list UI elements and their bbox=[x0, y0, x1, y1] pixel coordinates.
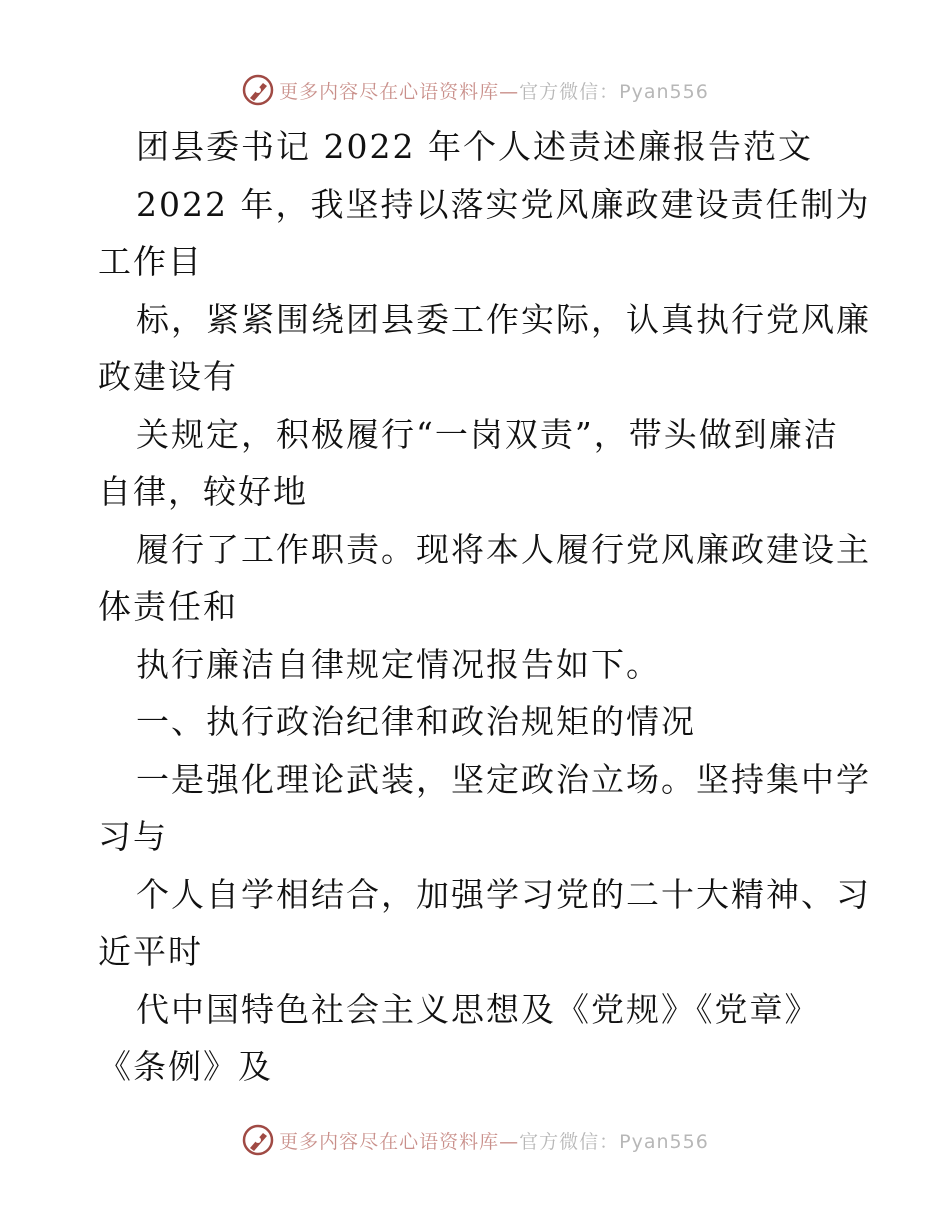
header-watermark bbox=[0, 70, 950, 110]
watermark-text: 更多内容尽在心语资料库—官方微信：Pyan556 bbox=[279, 1130, 709, 1153]
text-line: 政建设有 bbox=[98, 357, 238, 396]
text-line: 近平时 bbox=[98, 932, 203, 971]
watermark-text: 更多内容尽在心语资料库—官方微信：Pyan556 bbox=[279, 80, 709, 103]
text-line: 履行了工作职责。现将本人履行党风廉政建设主 bbox=[136, 529, 871, 569]
text-line: 标，紧紧围绕团县委工作实际，认真执行党风廉 bbox=[136, 299, 871, 339]
text-line: 一、执行政治纪律和政治规矩的情况 bbox=[136, 702, 696, 741]
pen-logo-icon bbox=[241, 73, 275, 107]
text-line: 工作目 bbox=[98, 242, 203, 281]
text-line: 执行廉洁自律规定情况报告如下。 bbox=[136, 644, 661, 684]
text-line: 关规定，积极履行“一岗双责”，带头做到廉洁 bbox=[136, 414, 839, 454]
document-body bbox=[98, 118, 871, 1096]
footer-watermark bbox=[0, 1120, 950, 1160]
text-line: 个人自学相结合，加强学习党的二十大精神、习 bbox=[136, 874, 871, 914]
text-line: 代中国特色社会主义思想及《党规》《党章》 bbox=[136, 989, 820, 1029]
document-title: 团县委书记 2022 年个人述责述廉报告范文 bbox=[136, 127, 813, 166]
text-line: 习与 bbox=[98, 817, 168, 856]
text-line: 一是强化理论武装，坚定政治立场。坚持集中学 bbox=[136, 759, 871, 799]
text-line: 自律，较好地 bbox=[98, 472, 308, 511]
pen-logo-icon bbox=[241, 1123, 275, 1157]
text-line: 《条例》及 bbox=[98, 1047, 273, 1086]
text-line: 体责任和 bbox=[98, 587, 238, 626]
text-line: 2022 年，我坚持以落实党风廉政建设责任制为 bbox=[136, 184, 871, 224]
